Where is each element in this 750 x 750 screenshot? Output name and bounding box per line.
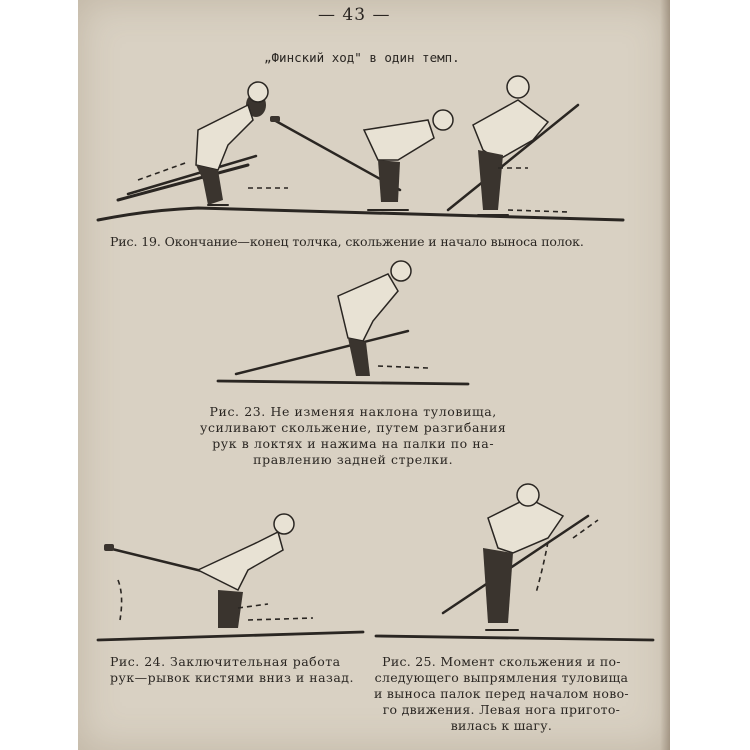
caption-fig-25-line-5: вилась к шагу. bbox=[450, 718, 553, 733]
book-page bbox=[78, 0, 670, 750]
caption-fig-23 bbox=[200, 404, 506, 468]
caption-fig-23-line-4: правлению задней стрелки. bbox=[253, 452, 454, 467]
fig19-skier-1 bbox=[118, 82, 268, 205]
page-number: — 43 — bbox=[318, 5, 391, 25]
figure-24-illustration bbox=[88, 500, 368, 645]
fig23-arrow bbox=[378, 366, 428, 368]
section-header: „Финский ход" в один темп. bbox=[264, 50, 460, 65]
caption-fig-24 bbox=[110, 654, 354, 686]
fig24-arrow-3 bbox=[248, 618, 313, 620]
fig24-arrow-2 bbox=[238, 604, 268, 608]
fig19-ski-track bbox=[98, 208, 623, 220]
figure-19-illustration bbox=[78, 70, 670, 235]
caption-fig-25-line-1: Рис. 25. Момент скольжения и по- bbox=[382, 654, 621, 669]
caption-fig-23-line-2: усиливают скольжение, путем разгибания bbox=[200, 420, 507, 435]
fig19-ski-1a bbox=[118, 165, 248, 200]
fig25-ski bbox=[376, 636, 653, 640]
fig24-ski bbox=[98, 632, 363, 640]
figure-23-illustration bbox=[198, 256, 498, 388]
caption-fig-23-line-3: рук в локтях и нажима на палки по на- bbox=[212, 436, 495, 451]
caption-fig-24-line-1: Рис. 24. Заключительная работа bbox=[110, 654, 341, 669]
caption-fig-25-line-4: го движения. Левая нога пригото- bbox=[382, 702, 621, 717]
fig24-arrow-1 bbox=[118, 580, 122, 620]
fig19-arrow-4 bbox=[508, 210, 568, 212]
fig19-pole-1 bbox=[128, 156, 256, 194]
fig23-pole bbox=[236, 331, 408, 374]
fig19-skier-3 bbox=[448, 76, 578, 215]
caption-fig-25 bbox=[374, 654, 629, 734]
fig19-skier-2 bbox=[270, 110, 453, 210]
caption-fig-25-line-3: и выноса палок перед началом ново- bbox=[374, 686, 629, 701]
caption-fig-19: Рис. 19. Окончание—конец толчка, скольжение и начало выноса полок. bbox=[110, 234, 584, 249]
caption-fig-25-line-2: следующего выпрямления туловища bbox=[374, 670, 629, 685]
caption-fig-23-line-1: Рис. 23. Не изменяя наклона туловища, bbox=[209, 404, 497, 419]
fig23-ski bbox=[218, 381, 468, 384]
caption-fig-24-line-2: рук—рывок кистями вниз и назад. bbox=[110, 670, 354, 685]
figure-25-illustration bbox=[368, 478, 658, 648]
